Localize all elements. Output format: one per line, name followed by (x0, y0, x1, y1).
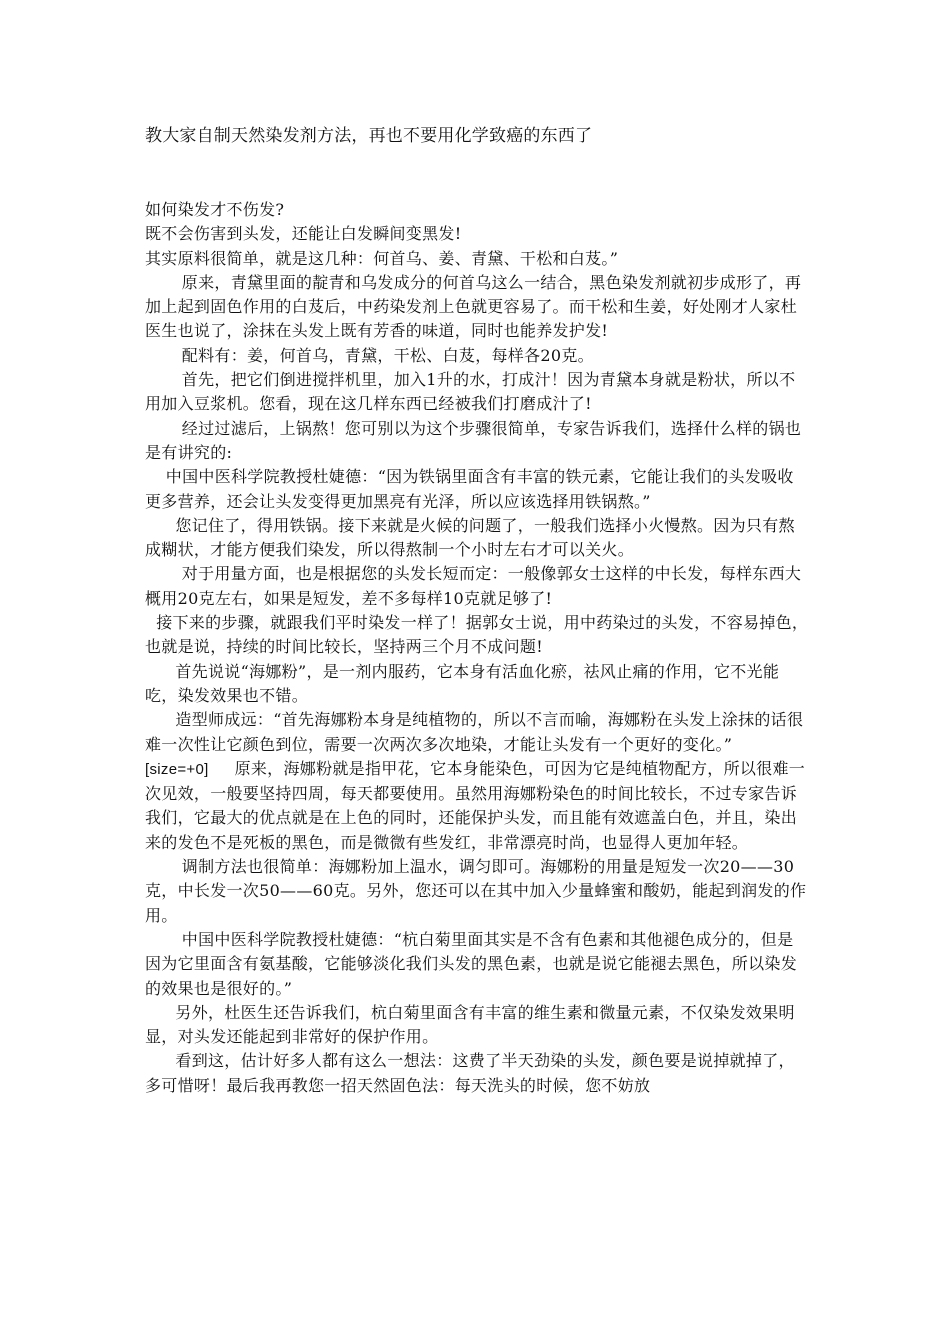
paragraph-text: 看到这，估计好多人都有这么一想法：这费了半天劲染的头发，颜色要是说掉就掉了，多可惜呀！最后我再教您一招天然固色法：每天洗头的时候，您不妨放 (145, 1051, 795, 1095)
paragraph (145, 757, 809, 855)
paragraph-text: 首先说说“海娜粉”，是一剂内服药，它本身有活血化瘀，祛风止痛的作用，它不光能吃，染发效果也不错。 (145, 661, 780, 705)
paragraph-text: 经过过滤后，上锅熬！您可别以为这个步骤很简单，专家告诉我们，选择什么样的锅也是有讲究的: (145, 418, 802, 462)
paragraph-text: 配料有：姜，何首乌，青黛，干松、白芨，每样各20克。 (181, 345, 594, 365)
paragraph (145, 247, 809, 271)
paragraph-text: 如何染发才不伤发? (145, 200, 285, 219)
document-body (145, 198, 809, 1098)
paragraph (145, 465, 809, 514)
paragraph-text: 您记住了，得用铁锅。接下来就是火候的问题了，一般我们选择小火慢熬。因为只有熬成糊状，才能方便我们染发，所以得熬制一个小时左右才可以关火。 (145, 515, 795, 560)
paragraph (145, 855, 809, 928)
paragraph (145, 611, 809, 660)
paragraph-text: 既不会伤害到头发，还能让白发瞬间变黑发! (145, 224, 462, 244)
document-title: 教大家自制天然染发剂方法，再也不要用化学致癌的东西了 (145, 126, 593, 146)
paragraph-text: 中国中医科学院教授杜婕德：“杭白菊里面其实是不含有色素和其他褪色成分的，但是因为它里面含有氨基酸，它能够淡化我们头发的黑色素，也就是说它能褪去黑色，所以染发的效果也是很好的。” (145, 929, 798, 998)
paragraph (145, 417, 809, 466)
paragraph-text: 其实原料很简单，就是这几种：何首乌、姜、青黛、干松和白芨。” (145, 248, 619, 268)
paragraph (145, 344, 809, 368)
paragraph (145, 222, 809, 246)
paragraph (145, 271, 809, 344)
paragraph (145, 1049, 809, 1098)
paragraph-text: 原来，海娜粉就是指甲花，它本身能染色，可因为它是纯植物配方，所以很难一次见效，一般要坚持四周，每天都要使用。虽然用海娜粉染色的时间比较长，不过专家告诉我们，它最大的优点就是在上色的同时，还能保护头发，而且能有效遮盖白色，并且，染出来的发色不是死板的黑色，而是微微有些发红，非常漂亮时尚，也显得人更加年轻。 (145, 758, 806, 852)
paragraph-text: 接下来的步骤，就跟我们平时染发一样了！据郭女士说，用中药染过的头发，不容易掉色，也就是说，持续的时间比较长，坚持两三个月不成问题! (145, 613, 809, 657)
paragraph-text: 对于用量方面，也是根据您的头发长短而定：一般像郭女士这样的中长发，每样东西大概用20克左右，如果是短发，差不多每样10克就足够了! (145, 564, 802, 608)
paragraph-text: 首先，把它们倒进搅拌机里，加入1升的水，打成汁！因为青黛本身就是粉状，所以不用加入豆浆机。您看，现在这几样东西已经被我们打磨成汁了! (145, 370, 796, 414)
paragraph (145, 562, 809, 611)
paragraph (145, 660, 809, 709)
paragraph (145, 198, 809, 222)
paragraph (145, 928, 809, 1001)
paragraph-text: 造型师成远：“首先海娜粉本身是纯植物的，所以不言而喻，海娜粉在头发上涂抹的话很难一次性让它颜色到位，需要一次两次多次地染，才能让头发有一个更好的变化。” (145, 710, 804, 754)
paragraph-text: 调制方法也很简单：海娜粉加上温水，调匀即可。海娜粉的用量是短发一次20——30克，中长发一次50——60克。另外，您还可以在其中加入少量蜂蜜和酸奶，能起到润发的作用。 (145, 857, 807, 925)
paragraph (145, 368, 809, 417)
paragraph-text: 中国中医科学院教授杜婕德：“因为铁锅里面含有丰富的铁元素，它能让我们的头发吸收更多营养，还会让头发变得更加黑亮有光泽，所以应该选择用铁锅熬。” (145, 467, 794, 511)
paragraph (145, 1001, 809, 1050)
paragraph (145, 708, 809, 757)
paragraph-text: 原来，青黛里面的靛青和乌发成分的何首乌这么一结合，黑色染发剂就初步成形了，再加上起到固色作用的白芨后，中药染发剂上色就更容易了。而干松和生姜，好处刚才人家杜医生也说了，涂抹在头发上既有芳香的味道，同时也能养发护发! (145, 272, 802, 341)
markup-tag: [size=+0] (145, 760, 209, 778)
paragraph-text: 另外，杜医生还告诉我们，杭白菊里面含有丰富的维生素和微量元素，不仅染发效果明显，对头发还能起到非常好的保护作用。 (145, 1002, 795, 1047)
paragraph (145, 514, 809, 563)
